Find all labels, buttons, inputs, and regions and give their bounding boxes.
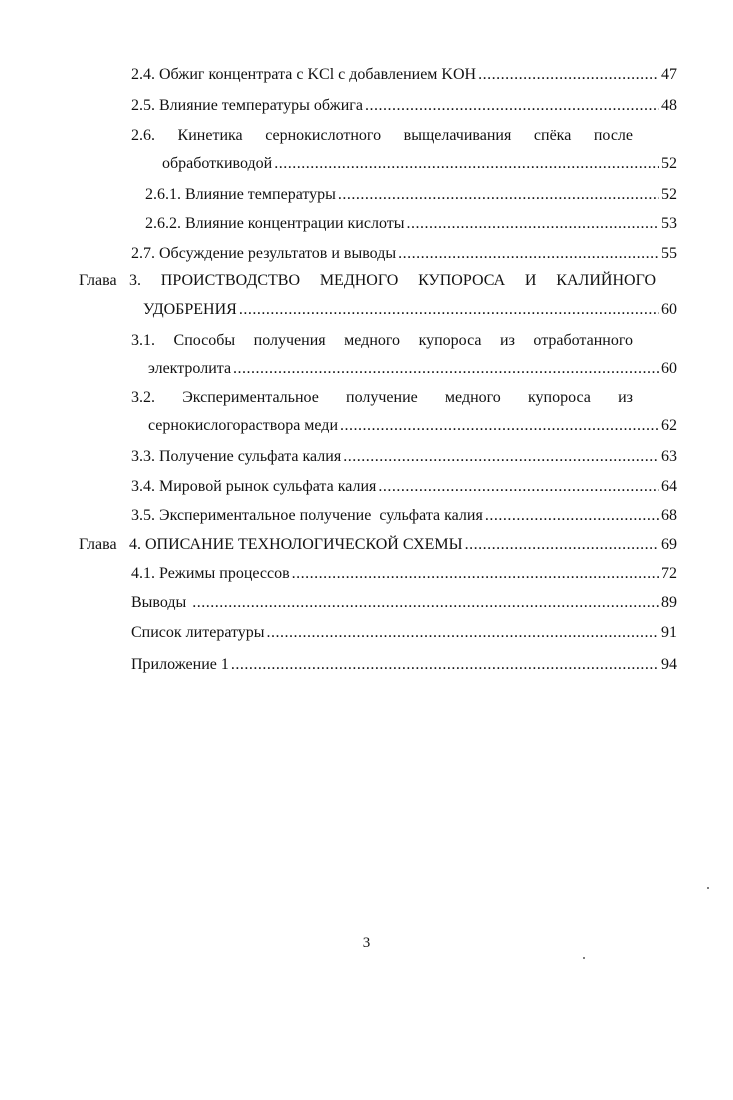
- toc-entry-title: 2.7. Обсуждение результатов и выводы: [131, 245, 397, 262]
- toc-entry-3-2: [148, 415, 677, 437]
- scan-speck: [583, 957, 585, 959]
- chapter-label: Глава: [79, 536, 117, 553]
- toc-entry-4-1: [131, 563, 677, 585]
- toc-entry-page: 64: [661, 478, 677, 495]
- toc-entry-page: 72: [661, 565, 677, 582]
- toc-entry-2-4: [131, 64, 677, 86]
- toc-entry-title: 3.4. Мировой рынок сульфата калия: [131, 478, 377, 495]
- toc-entry-3-1-line1: 3.1. Способы получения медного купороса из отработанного: [131, 332, 633, 349]
- page-number: 3: [362, 935, 371, 951]
- toc-entry-references: [131, 622, 677, 644]
- toc-entry-2-6-1: [145, 184, 677, 206]
- toc-chapter-4: [129, 534, 677, 556]
- toc-entry-page: 47: [661, 66, 677, 83]
- toc-entry-2-6: [162, 153, 677, 175]
- toc-entry-title: 3.5. Экспериментальное получение сульфата калия: [131, 507, 483, 524]
- toc-entry-page: 60: [661, 360, 677, 377]
- toc-entry-title: электролита: [148, 360, 232, 377]
- toc-entry-title: 2.6.2. Влияние концентрации кислоты: [145, 215, 405, 232]
- toc-entry-3-3: [131, 446, 677, 468]
- toc-entry-title: 4.1. Режимы процессов: [131, 565, 290, 582]
- scan-speck: [707, 887, 709, 889]
- toc-entry-3-1: [148, 358, 677, 380]
- toc-chapter-3-line1: 3. ПРОИСТВОДСТВО МЕДНОГО КУПОРОСА И КАЛИЙНОГО: [129, 272, 656, 289]
- toc-entry-page: 91: [661, 624, 677, 641]
- toc-entry-title: Список литературы: [131, 624, 265, 641]
- toc-entry-page: 94: [661, 656, 677, 673]
- toc-entry-page: 48: [661, 97, 677, 114]
- toc-entry-title: УДОБРЕНИЯ: [143, 301, 237, 318]
- toc-entry-conclusions: [131, 592, 677, 614]
- toc-entry-page: 62: [661, 417, 677, 434]
- toc-entry-page: 55: [661, 245, 677, 262]
- toc-entry-page: 52: [661, 155, 677, 172]
- toc-entry-page: 89: [661, 594, 677, 611]
- toc-entry-3-5: [131, 505, 677, 527]
- toc-entry-page: 68: [661, 507, 677, 524]
- toc-entry-page: 60: [661, 301, 677, 318]
- toc-entry-2-6-2: [145, 213, 677, 235]
- toc-entry-appendix: [131, 654, 677, 676]
- chapter-label: Глава: [79, 272, 117, 289]
- toc-entry-page: 63: [661, 448, 677, 465]
- toc-entry-page: 69: [661, 536, 677, 553]
- toc-entry-2-5: [131, 95, 677, 117]
- toc-entry-title: обработкиводой: [162, 155, 273, 172]
- toc-entry-title: 3.3. Получение сульфата калия: [131, 448, 342, 465]
- toc-entry-title: сернокислогораствора меди: [148, 417, 339, 434]
- toc-entry-3-2-line1: 3.2. Экспериментальное получение медного купороса из: [131, 389, 633, 406]
- toc-entry-title: 2.5. Влияние температуры обжига: [131, 97, 363, 114]
- toc-entry-page: 53: [661, 215, 677, 232]
- toc-entry-title: Выводы: [131, 594, 191, 611]
- toc-entry-2-7: [131, 243, 677, 265]
- toc-entry-page: 52: [661, 186, 677, 203]
- toc-entry-2-6-line1: 2.6. Кинетика сернокислотного выщелачивания спёка после: [131, 127, 633, 144]
- toc-entry-title: 4. ОПИСАНИЕ ТЕХНОЛОГИЧЕСКОЙ СХЕМЫ: [129, 536, 463, 553]
- toc-entry-title: Приложение 1: [131, 656, 229, 673]
- toc-chapter-3: [143, 299, 677, 321]
- toc-entry-title: 2.4. Обжиг концентрата с KCl с добавлением KOH: [131, 66, 477, 83]
- toc-entry-title: 2.6.1. Влияние температуры: [145, 186, 336, 203]
- toc-entry-3-4: [131, 476, 677, 498]
